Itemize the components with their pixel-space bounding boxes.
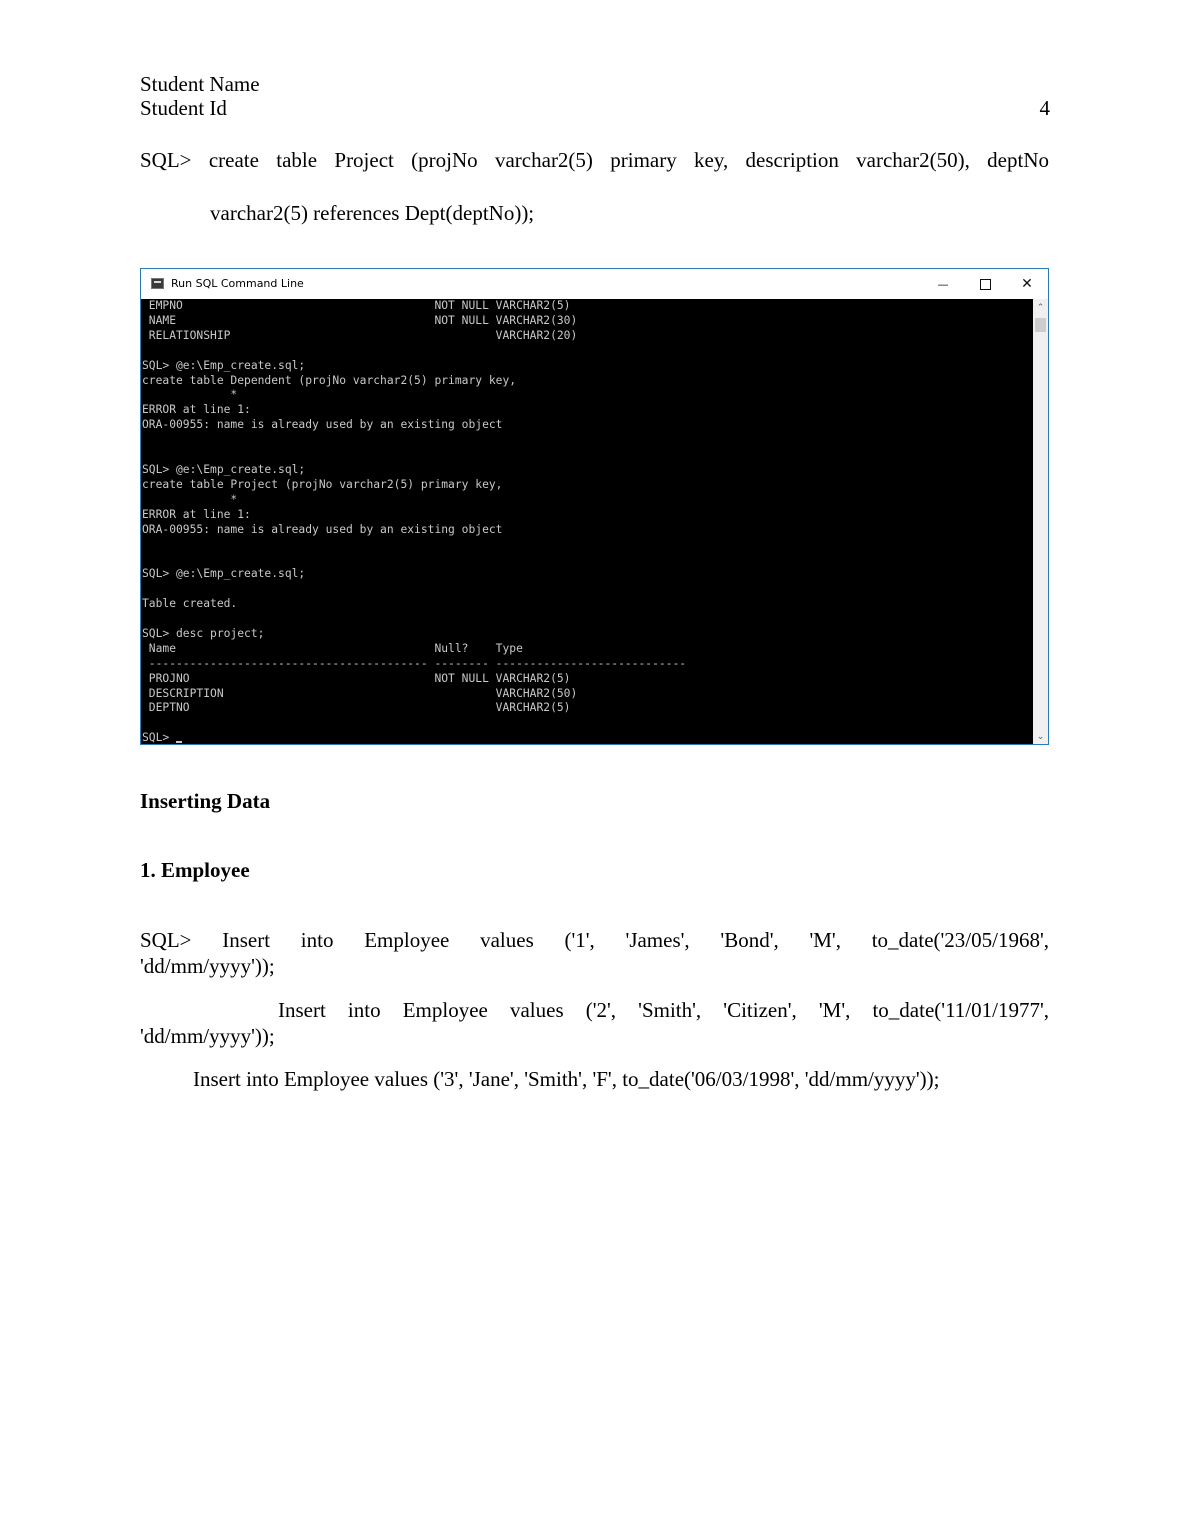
scroll-down-icon[interactable]: ⌄ [1036, 732, 1045, 742]
console-line: SQL> @e:\Emp_create.sql; [142, 358, 306, 372]
console-line [142, 433, 1035, 448]
console-line: PROJNO NOT NULL VARCHAR2(5) [142, 671, 571, 685]
insert-line-1b: 'dd/mm/yyyy')); [140, 954, 275, 978]
student-name: Student Name [140, 72, 260, 96]
scroll-up-icon[interactable]: ⌃ [1036, 303, 1045, 313]
insert-line-3: Insert into Employee values ('3', 'Jane', 'Smith', 'F', to_date('06/03/1998', 'dd/mm/yyyy')); [193, 1067, 940, 1091]
maximize-icon [980, 279, 991, 290]
console-line: ERROR at line 1: [142, 507, 251, 521]
console-line: ORA-00955: name is already used by an existing object [142, 418, 503, 432]
console-line [142, 612, 1035, 627]
console-line: * [142, 492, 238, 506]
page-number: 4 [1039, 96, 1050, 120]
insert-line-2a: Insert into Employee values ('2', 'Smith', 'Citizen', 'M', to_date('11/01/1977', [278, 998, 1049, 1022]
scroll-thumb[interactable] [1035, 318, 1046, 332]
console-line: DEPTNO VARCHAR2(5) [142, 701, 571, 715]
console-line: NAME NOT NULL VARCHAR2(30) [142, 313, 578, 327]
console-line [142, 716, 1035, 731]
student-id: Student Id [140, 96, 227, 120]
console-line: ORA-00955: name is already used by an existing object [142, 522, 503, 536]
console-line: ERROR at line 1: [142, 403, 251, 417]
console-line [142, 552, 1035, 567]
sql-create-line-1: SQL> create table Project (projNo varchar2(5) primary key, description varchar2(50), deptNo [140, 148, 1049, 172]
section-heading-employee: 1. Employee [140, 858, 250, 882]
console-line: DESCRIPTION VARCHAR2(50) [142, 686, 578, 700]
console-line: SQL> @e:\Emp_create.sql; [142, 567, 306, 581]
console-prompt[interactable] [142, 731, 1035, 744]
maximize-button[interactable] [964, 269, 1006, 299]
window-titlebar[interactable] [141, 269, 1048, 299]
close-icon: ✕ [1021, 276, 1033, 292]
console-line [142, 344, 1035, 359]
console-line: ----------------------------------------- -------- ---------------------------- [142, 656, 687, 670]
console-line: Table created. [142, 597, 238, 611]
console-line: RELATIONSHIP VARCHAR2(20) [142, 328, 578, 342]
text-cursor [176, 741, 182, 743]
console-line: EMPNO NOT NULL VARCHAR2(5) [142, 299, 571, 312]
console-line [142, 538, 1035, 553]
sql-create-line-2: varchar2(5) references Dept(deptNo)); [210, 201, 535, 225]
console-line [142, 582, 1035, 597]
console-line: create table Project (projNo varchar2(5) primary key, [142, 477, 503, 491]
console-line: SQL> desc project; [142, 626, 265, 640]
console-line: * [142, 388, 238, 402]
window-title: Run SQL Command Line [171, 277, 304, 290]
sql-command-window [140, 268, 1049, 745]
minimize-button[interactable] [922, 269, 964, 299]
insert-line-2b: 'dd/mm/yyyy')); [140, 1024, 275, 1048]
prompt-text: SQL> [142, 731, 177, 744]
minimize-icon: — [937, 277, 949, 291]
insert-line-1a: SQL> Insert into Employee values ('1', 'James', 'Bond', 'M', to_date('23/05/1968', [140, 928, 1049, 952]
console-line: SQL> @e:\Emp_create.sql; [142, 462, 306, 476]
sql-app-icon [151, 278, 164, 289]
console-line: Name Null? Type [142, 641, 523, 655]
section-heading-inserting-data: Inserting Data [140, 789, 271, 813]
vertical-scrollbar[interactable] [1033, 299, 1048, 744]
console-line [142, 448, 1035, 463]
console-line: create table Dependent (projNo varchar2(5) primary key, [142, 373, 517, 387]
close-button[interactable] [1006, 269, 1048, 299]
console-output[interactable] [141, 299, 1035, 744]
